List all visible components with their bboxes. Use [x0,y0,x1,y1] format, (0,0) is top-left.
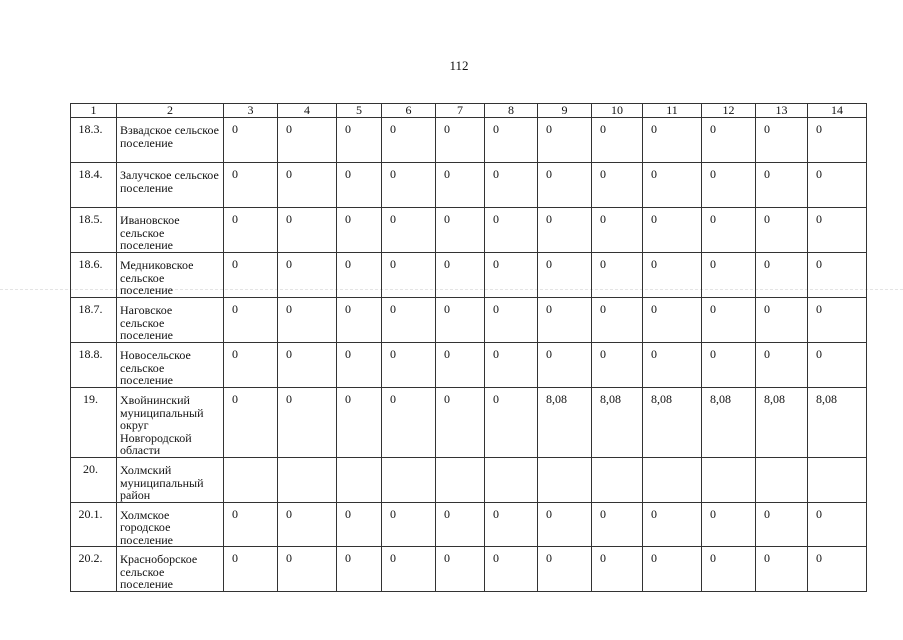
value-cell: 0 [224,208,278,253]
row-number: 18.4. [71,163,117,208]
value-cell [436,458,485,503]
value-cell: 0 [337,163,382,208]
value-cell: 0 [436,253,485,298]
value-cell: 0 [643,163,702,208]
row-number: 18.3. [71,118,117,163]
value-cell: 0 [485,298,538,343]
value-cell [808,458,867,503]
value-cell: 0 [436,208,485,253]
value-cell [643,458,702,503]
value-cell: 0 [337,118,382,163]
value-cell: 0 [278,298,337,343]
value-cell: 0 [278,547,337,592]
row-number: 20. [71,458,117,503]
value-cell: 0 [538,502,592,547]
value-cell: 0 [538,163,592,208]
value-cell: 0 [278,253,337,298]
value-cell [702,458,756,503]
column-header: 10 [592,104,643,118]
table-row [71,118,867,163]
municipality-name: Взвадское сельское поселение [117,118,224,163]
value-cell: 0 [808,343,867,388]
row-number: 18.5. [71,208,117,253]
value-cell: 0 [756,298,808,343]
value-cell: 0 [702,163,756,208]
value-cell: 0 [224,298,278,343]
value-cell: 0 [643,502,702,547]
value-cell: 0 [485,547,538,592]
value-cell: 0 [756,208,808,253]
value-cell: 0 [643,547,702,592]
municipality-name: Ивановское сельское поселение [117,208,224,253]
value-cell: 0 [224,118,278,163]
value-cell: 0 [592,118,643,163]
table-row [71,298,867,343]
table-row [71,458,867,503]
municipality-name: Наговское сельское поселение [117,298,224,343]
column-header: 14 [808,104,867,118]
value-cell: 0 [702,208,756,253]
value-cell: 0 [278,388,337,458]
value-cell: 0 [224,388,278,458]
value-cell: 0 [382,502,436,547]
value-cell: 0 [436,388,485,458]
table-row [71,253,867,298]
column-header: 11 [643,104,702,118]
value-cell: 8,08 [756,388,808,458]
column-header: 1 [71,104,117,118]
column-header: 8 [485,104,538,118]
value-cell: 0 [643,298,702,343]
row-number: 20.1. [71,502,117,547]
value-cell: 0 [224,343,278,388]
municipality-name: Хвойнинский муниципальный округ Новгородской области [117,388,224,458]
value-cell: 0 [808,502,867,547]
value-cell: 0 [485,502,538,547]
value-cell: 0 [643,253,702,298]
value-cell: 0 [592,502,643,547]
value-cell: 0 [485,253,538,298]
column-header: 5 [337,104,382,118]
value-cell: 0 [538,298,592,343]
value-cell: 0 [756,547,808,592]
value-cell: 0 [702,253,756,298]
municipality-name: Красноборское сельское поселение [117,547,224,592]
column-header: 7 [436,104,485,118]
value-cell [592,458,643,503]
value-cell: 0 [808,118,867,163]
row-number: 19. [71,388,117,458]
value-cell [278,458,337,503]
value-cell: 0 [382,118,436,163]
value-cell: 8,08 [643,388,702,458]
value-cell: 0 [485,208,538,253]
value-cell: 0 [592,253,643,298]
municipality-name: Новосельское сельское поселение [117,343,224,388]
column-header: 6 [382,104,436,118]
municipality-name: Холмское городское поселение [117,502,224,547]
value-cell: 0 [756,118,808,163]
value-cell: 0 [337,298,382,343]
value-cell [337,458,382,503]
value-cell [756,458,808,503]
value-cell: 0 [436,298,485,343]
value-cell: 0 [382,163,436,208]
column-header: 12 [702,104,756,118]
value-cell: 0 [702,547,756,592]
row-number: 18.7. [71,298,117,343]
value-cell: 0 [592,547,643,592]
value-cell: 0 [808,253,867,298]
column-header: 13 [756,104,808,118]
value-cell: 0 [337,253,382,298]
table-body [71,104,867,592]
value-cell: 0 [756,163,808,208]
value-cell: 0 [808,547,867,592]
value-cell: 0 [436,343,485,388]
municipality-name: Медниковское сельское поселение [117,253,224,298]
value-cell: 0 [592,208,643,253]
page-number: 112 [449,58,469,73]
value-cell: 0 [538,547,592,592]
value-cell: 0 [592,343,643,388]
value-cell: 0 [643,343,702,388]
value-cell: 0 [382,253,436,298]
value-cell: 0 [382,298,436,343]
value-cell: 0 [436,118,485,163]
value-cell: 8,08 [538,388,592,458]
value-cell: 0 [808,298,867,343]
value-cell: 0 [337,388,382,458]
row-number: 20.2. [71,547,117,592]
table-row [71,502,867,547]
value-cell: 0 [485,163,538,208]
value-cell: 0 [538,208,592,253]
column-header: 9 [538,104,592,118]
table-row [71,547,867,592]
value-cell: 0 [337,502,382,547]
header-row [71,104,867,118]
value-cell [485,458,538,503]
data-table [70,103,867,592]
value-cell: 0 [756,343,808,388]
table-row [71,388,867,458]
value-cell [382,458,436,503]
value-cell: 0 [382,547,436,592]
value-cell: 0 [808,208,867,253]
value-cell: 8,08 [592,388,643,458]
value-cell: 0 [485,118,538,163]
value-cell: 0 [592,163,643,208]
value-cell: 0 [756,253,808,298]
municipality-name: Залучское сельское поселение [117,163,224,208]
row-number: 18.8. [71,343,117,388]
value-cell: 0 [224,502,278,547]
value-cell: 0 [436,163,485,208]
column-header: 3 [224,104,278,118]
value-cell: 0 [538,118,592,163]
value-cell: 0 [337,343,382,388]
value-cell: 0 [702,343,756,388]
value-cell: 0 [485,388,538,458]
value-cell: 0 [278,208,337,253]
value-cell: 0 [643,208,702,253]
value-cell: 0 [756,502,808,547]
row-number: 18.6. [71,253,117,298]
value-cell: 0 [436,547,485,592]
value-cell: 0 [702,118,756,163]
value-cell: 0 [224,163,278,208]
value-cell: 0 [538,253,592,298]
value-cell: 0 [337,208,382,253]
value-cell: 0 [278,118,337,163]
value-cell: 0 [808,163,867,208]
value-cell: 0 [485,343,538,388]
value-cell: 0 [382,343,436,388]
value-cell: 0 [224,547,278,592]
column-header: 2 [117,104,224,118]
value-cell: 0 [278,502,337,547]
value-cell: 0 [224,253,278,298]
value-cell [224,458,278,503]
value-cell: 0 [278,343,337,388]
value-cell: 0 [702,502,756,547]
value-cell: 0 [337,547,382,592]
value-cell: 0 [592,298,643,343]
value-cell: 0 [382,388,436,458]
value-cell: 0 [538,343,592,388]
value-cell [538,458,592,503]
value-cell: 0 [382,208,436,253]
municipality-name: Холмский муниципальный район [117,458,224,503]
table-row [71,208,867,253]
value-cell: 0 [702,298,756,343]
value-cell: 0 [436,502,485,547]
table-row [71,163,867,208]
table-row [71,343,867,388]
value-cell: 0 [278,163,337,208]
value-cell: 8,08 [808,388,867,458]
column-header: 4 [278,104,337,118]
value-cell: 8,08 [702,388,756,458]
value-cell: 0 [643,118,702,163]
